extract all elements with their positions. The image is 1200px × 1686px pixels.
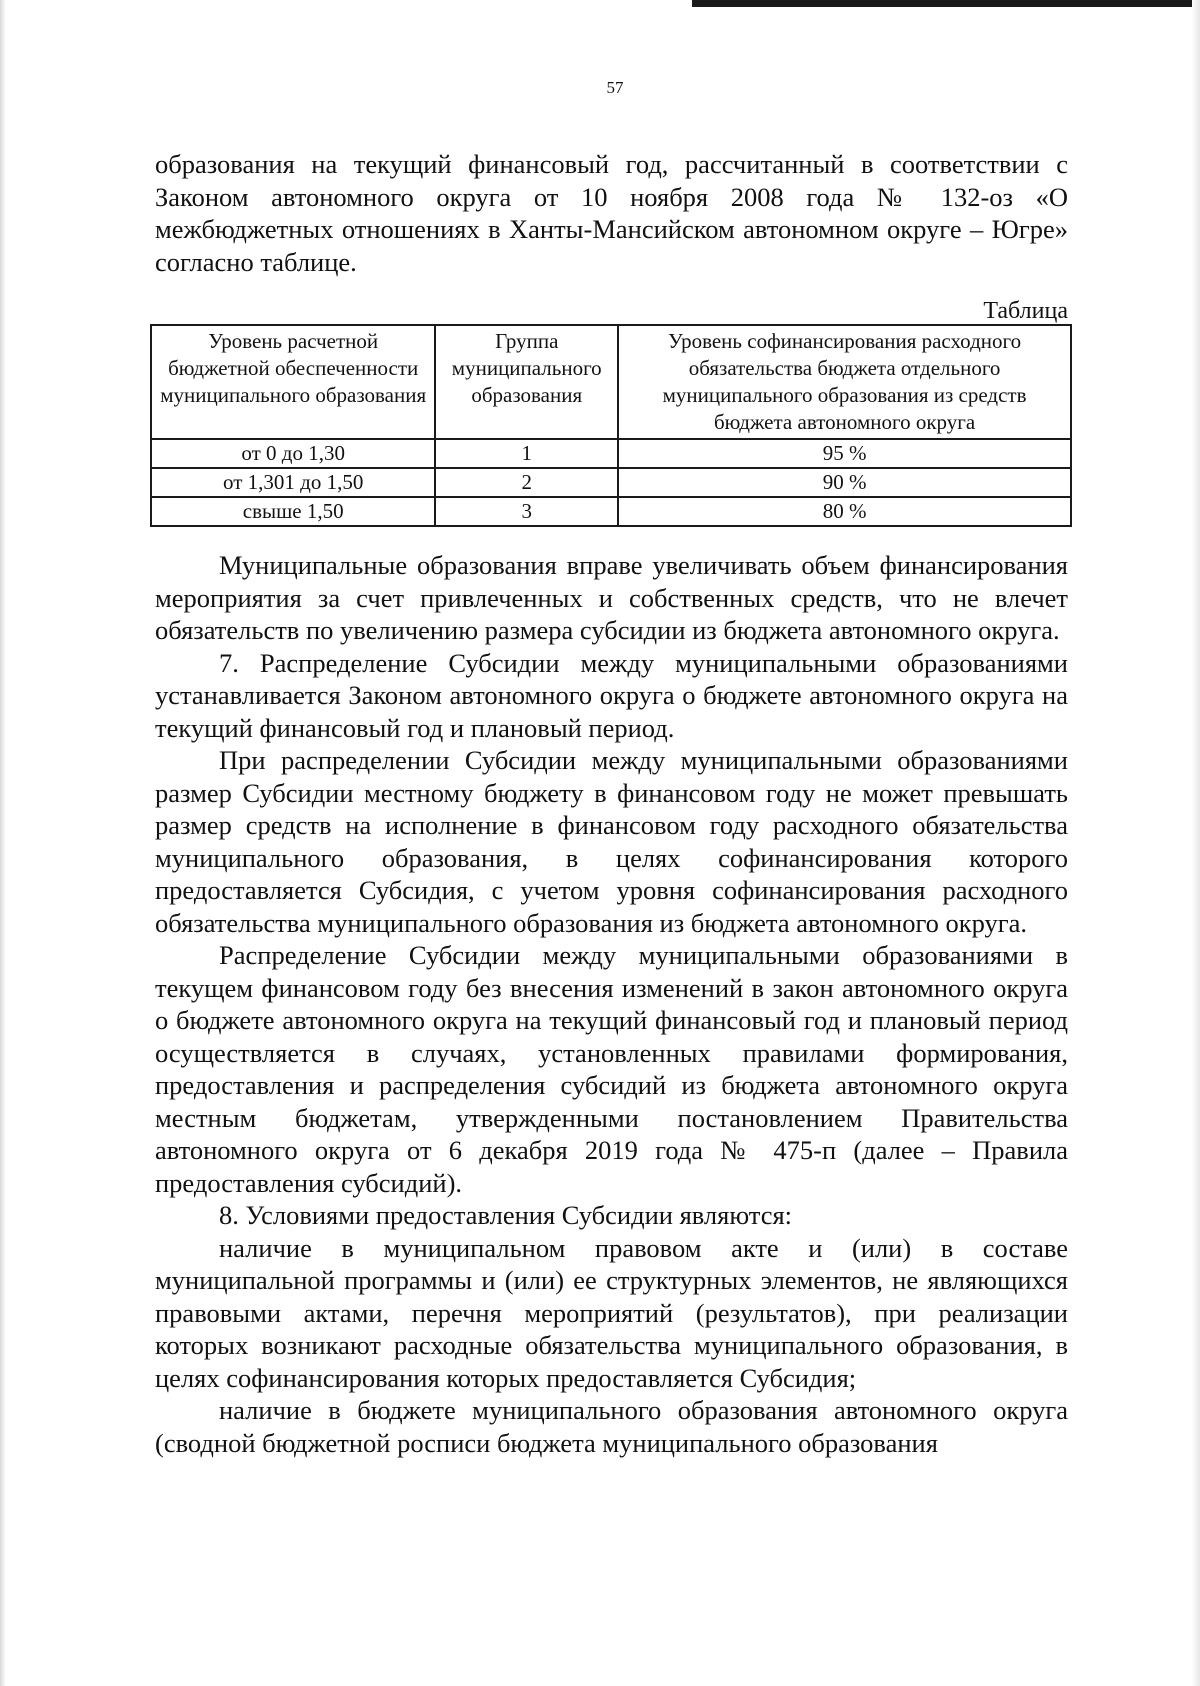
table-row	[151, 468, 1071, 497]
cell-level: свыше 1,50	[151, 497, 435, 526]
paragraph-self-funding: Муниципальные образования вправе увеличивать объем финансирования мероприятия за счет привлеченных и собственных средств, что не влечет обязательств по увеличению размера субсидии из бюджета автономного округа.	[155, 550, 1068, 645]
cell-group: 2	[435, 468, 618, 497]
table-row	[151, 497, 1071, 526]
cofinancing-table	[150, 324, 1072, 527]
cell-rate: 90 %	[618, 468, 1071, 497]
cell-level: от 1,301 до 1,50	[151, 468, 435, 497]
paragraph-condition-budget: наличие в бюджете муниципального образования автономного округа (сводной бюджетной росписи бюджета муниципального образования	[155, 1395, 1068, 1458]
scan-edge-right	[1192, 0, 1200, 1686]
paragraph-condition-legal-act: наличие в муниципальном правовом акте и (или) в составе муниципальной программы и (или) ее структурных элементов, не являющихся правовыми актами, перечня мероприятий (результатов), при реализации которых возникают расходные обязательства муниципального образования, в целях софинансирования которых предоставляется Субсидия;	[155, 1232, 1068, 1393]
header-cofinancing-rate: Уровень софинансирования расходного обязательства бюджета отдельного муниципального образования из средств бюджета автономного округа	[618, 325, 1071, 439]
scan-edge-top	[692, 0, 1200, 7]
document-body	[155, 148, 1068, 1459]
header-budget-level: Уровень расчетной бюджетной обеспеченности муниципального образования	[151, 325, 435, 439]
cell-rate: 95 %	[618, 439, 1071, 468]
paragraph-section-8: 8. Условиями предоставления Субсидии являются:	[219, 1200, 793, 1230]
intro-paragraph: образования на текущий финансовый год, рассчитанный в соответствии с Законом автономного округа от 10 ноября 2008 года № 132-оз «О межбюджетных отношениях в Ханты-Мансийском автономном округе – Югре» согласно таблице.	[155, 149, 1068, 277]
cell-rate: 80 %	[618, 497, 1071, 526]
paragraph-distribution-changes: Распределение Субсидии между муниципальными образованиями в текущем финансовом году без внесения изменений в закон автономного округа о бюджете автономного округа на текущий финансовый год и плановый период осуществляется в случаях, установленных правилами формирования, предоставления и распределения субсидий из бюджета автономного округа местным бюджетам, утвержденными постановлением Правительства автономного округа от 6 декабря 2019 года № 475-п (далее – Правила предоставления субсидий).	[155, 940, 1068, 1198]
cell-group: 1	[435, 439, 618, 468]
paragraph-distribution-limit: При распределении Субсидии между муниципальными образованиями размер Субсидии местному бюджету в финансовом году не может превышать размер средств на исполнение в финансовом году расходного обязательства муниципального образования, в целях софинансирования которого предоставляется Субсидия, с учетом уровня софинансирования расходного обязательства муниципального образования из бюджета автономного округа.	[155, 745, 1068, 938]
scan-edge-left	[0, 0, 6, 1686]
table-row	[151, 439, 1071, 468]
table-header-row	[151, 325, 1071, 439]
paragraph-section-7: 7. Распределение Субсидии между муниципальными образованиями устанавливается Законом автономного округа о бюджете автономного округа на текущий финансовый год и плановый период.	[155, 647, 1068, 743]
cell-group: 3	[435, 497, 618, 526]
cell-level: от 0 до 1,30	[151, 439, 435, 468]
table-caption: Таблица	[983, 298, 1068, 324]
page-number: 57	[606, 78, 624, 97]
paragraphs-section	[155, 549, 1068, 1459]
header-municipality-group: Группа муниципального образования	[435, 325, 618, 439]
